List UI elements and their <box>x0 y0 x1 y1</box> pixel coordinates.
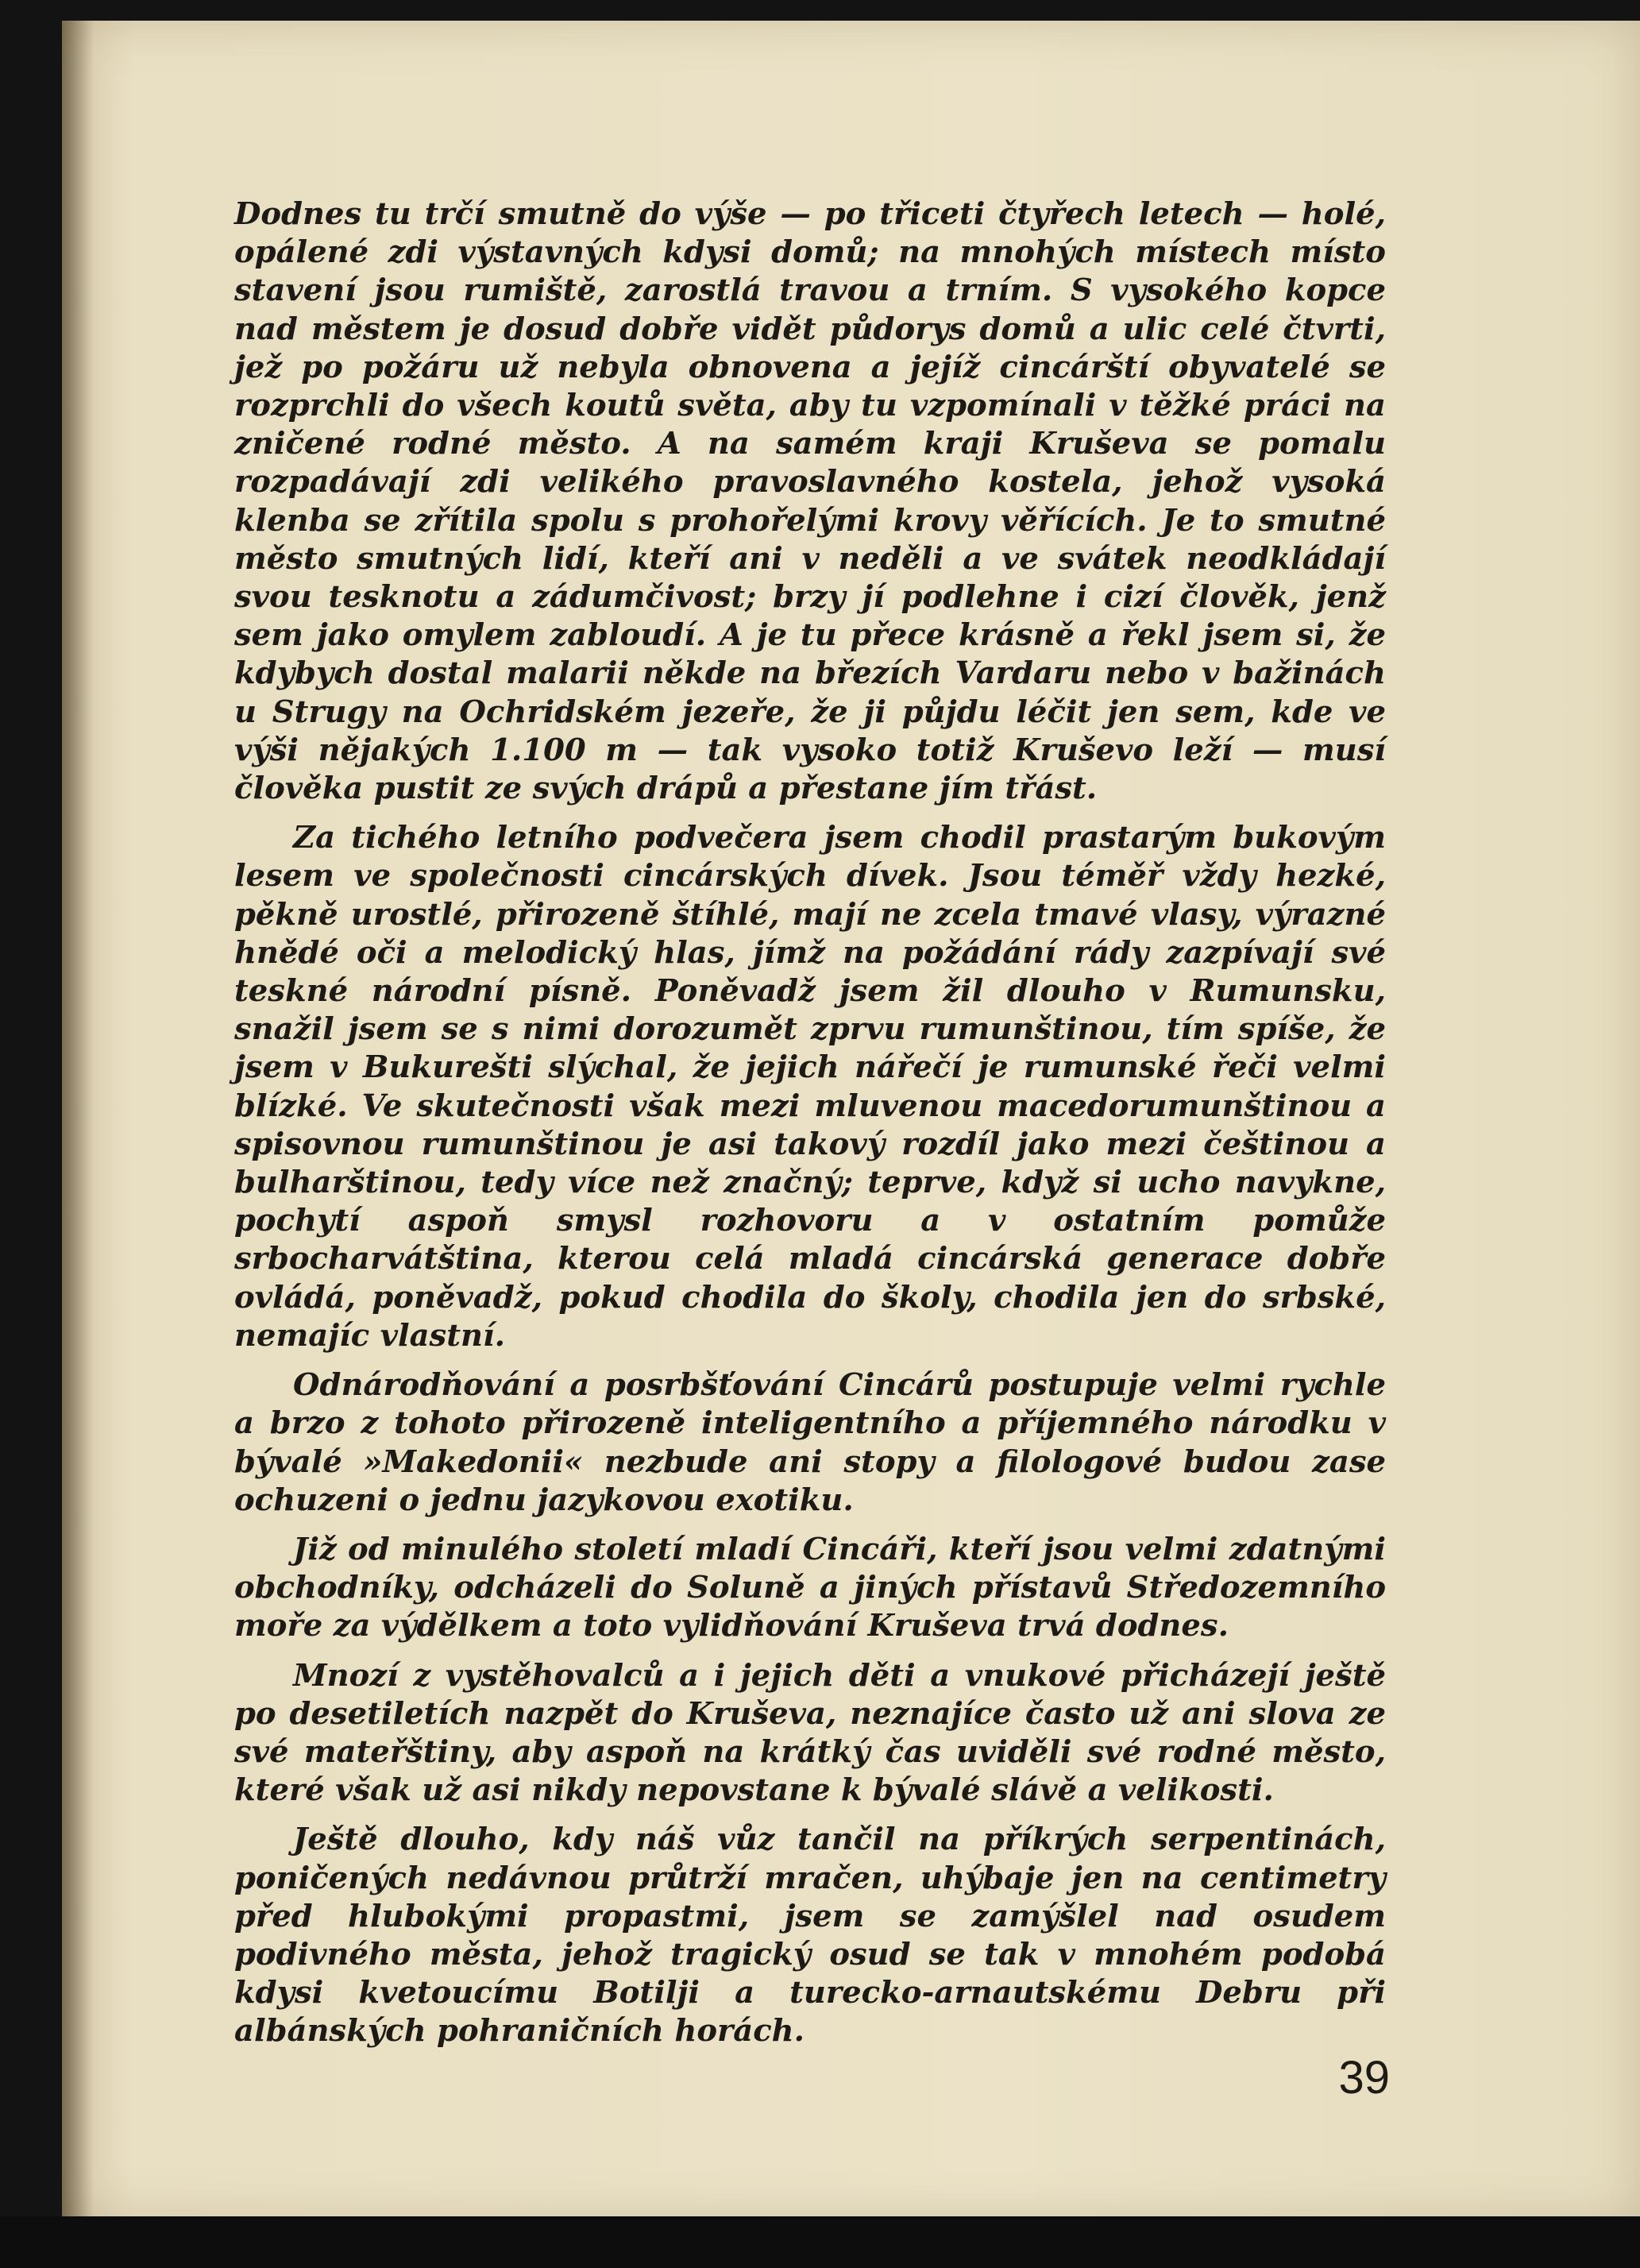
paragraph-4: Již od minulého století mladí Cincáři, kteří jsou velmi zdatnými obchodníky, odcházeli do Soluně a jiných přístavů Středozemního moře za výdělkem a toto vylidňování Kruševa trvá dodnes. <box>234 1531 1386 1644</box>
body-text <box>234 195 1386 2062</box>
page-number: 39 <box>1338 2052 1390 2104</box>
paragraph-2: Za tichého letního podvečera jsem chodil prastarým bukovým lesem ve společnosti cincárských dívek. Jsou téměř vždy hezké, pěkně urostlé, přirozeně štíhlé, mají ne zcela tmavé vlasy, výrazné hnědé oči a melodický hlas, jímž na požádání rády zazpívají své teskné národní písně. Poněvadž jsem žil dlouho v Rumunsku, snažil jsem se s nimi dorozumět zprvu rumunštinou, tím spíše, že jsem v Bukurešti slýchal, že jejich nářečí je rumunské řeči velmi blízké. Ve skutečnosti však mezi mluvenou macedorumunštinou a spisovnou rumunštinou je asi takový rozdíl jako mezi češtinou a bulharštinou, tedy více než značný; teprve, když si ucho navykne, pochytí aspoň smysl rozhovoru a v ostatním pomůže srbocharvátština, kterou celá mladá cincárská generace dobře ovládá, poněvadž, pokud chodila do školy, chodila jen do srbské, nemajíc vlastní. <box>234 820 1386 1354</box>
paragraph-5: Mnozí z vystěhovalců a i jejich děti a vnukové přicházejí ještě po desetiletích nazpět do Kruševa, neznajíce často už ani slova ze své mateřštiny, aby aspoň na krátký čas uviděli své rodné město, které však už asi nikdy nepovstane k bývalé slávě a velikosti. <box>234 1657 1386 1809</box>
page-gutter-shadow <box>62 21 94 2221</box>
scan-bottom-edge <box>0 2216 1640 2268</box>
paragraph-6: Ještě dlouho, kdy náš vůz tančil na příkrých serpentinách, poničených nedávnou průtrží mračen, uhýbaje jen na centimetry před hlubokými propastmi, jsem se zamýšlel nad osudem podivného města, jehož tragický osud se tak v mnohém podobá kdysi kvetoucímu Botilji a turecko-arnautskému Debru při albánských pohraničních horách. <box>234 1822 1386 2050</box>
paragraph-3: Odnárodňování a posrbšťování Cincárů postupuje velmi rychle a brzo z tohoto přirozeně inteligentního a příjemného národku v bývalé »Makedonii« nezbude ani stopy a filologové budou zase ochuzeni o jednu jazykovou exotiku. <box>234 1367 1386 1518</box>
paragraph-1: Dodnes tu trčí smutně do výše — po třiceti čtyřech letech — holé, opálené zdi výstavných kdysi domů; na mnohých místech místo stavení jsou rumiště, zarostlá travou a trním. S vysokého kopce nad městem je dosud dobře vidět půdorys domů a ulic celé čtvrti, jež po požáru už nebyla obnovena a jejíž cincárští obyvatelé se rozprchli do všech koutů světa, aby tu vzpomínali v těžké práci na zničené rodné město. A na samém kraji Kruševa se pomalu rozpadávají zdi velikého pravoslavného kostela, jehož vysoká klenba se zřítila spolu s prohořelými krovy věřících. Je to smutné město smutných lidí, kteří ani v neděli a ve svátek neodkládají svou tesknotu a zádumčivost; brzy jí podlehne i cizí člověk, jenž sem jako omylem zabloudí. A je tu přece krásně a řekl jsem si, že kdybych dostal malarii někde na březích Vardaru nebo v bažinách u Strugy na Ochridském jezeře, že ji půjdu léčit jen sem, kde ve výši nějakých 1.100 m — tak vysoko totiž Kruševo leží — musí člověka pustit ze svých drápů a přestane jím třást. <box>234 196 1386 807</box>
